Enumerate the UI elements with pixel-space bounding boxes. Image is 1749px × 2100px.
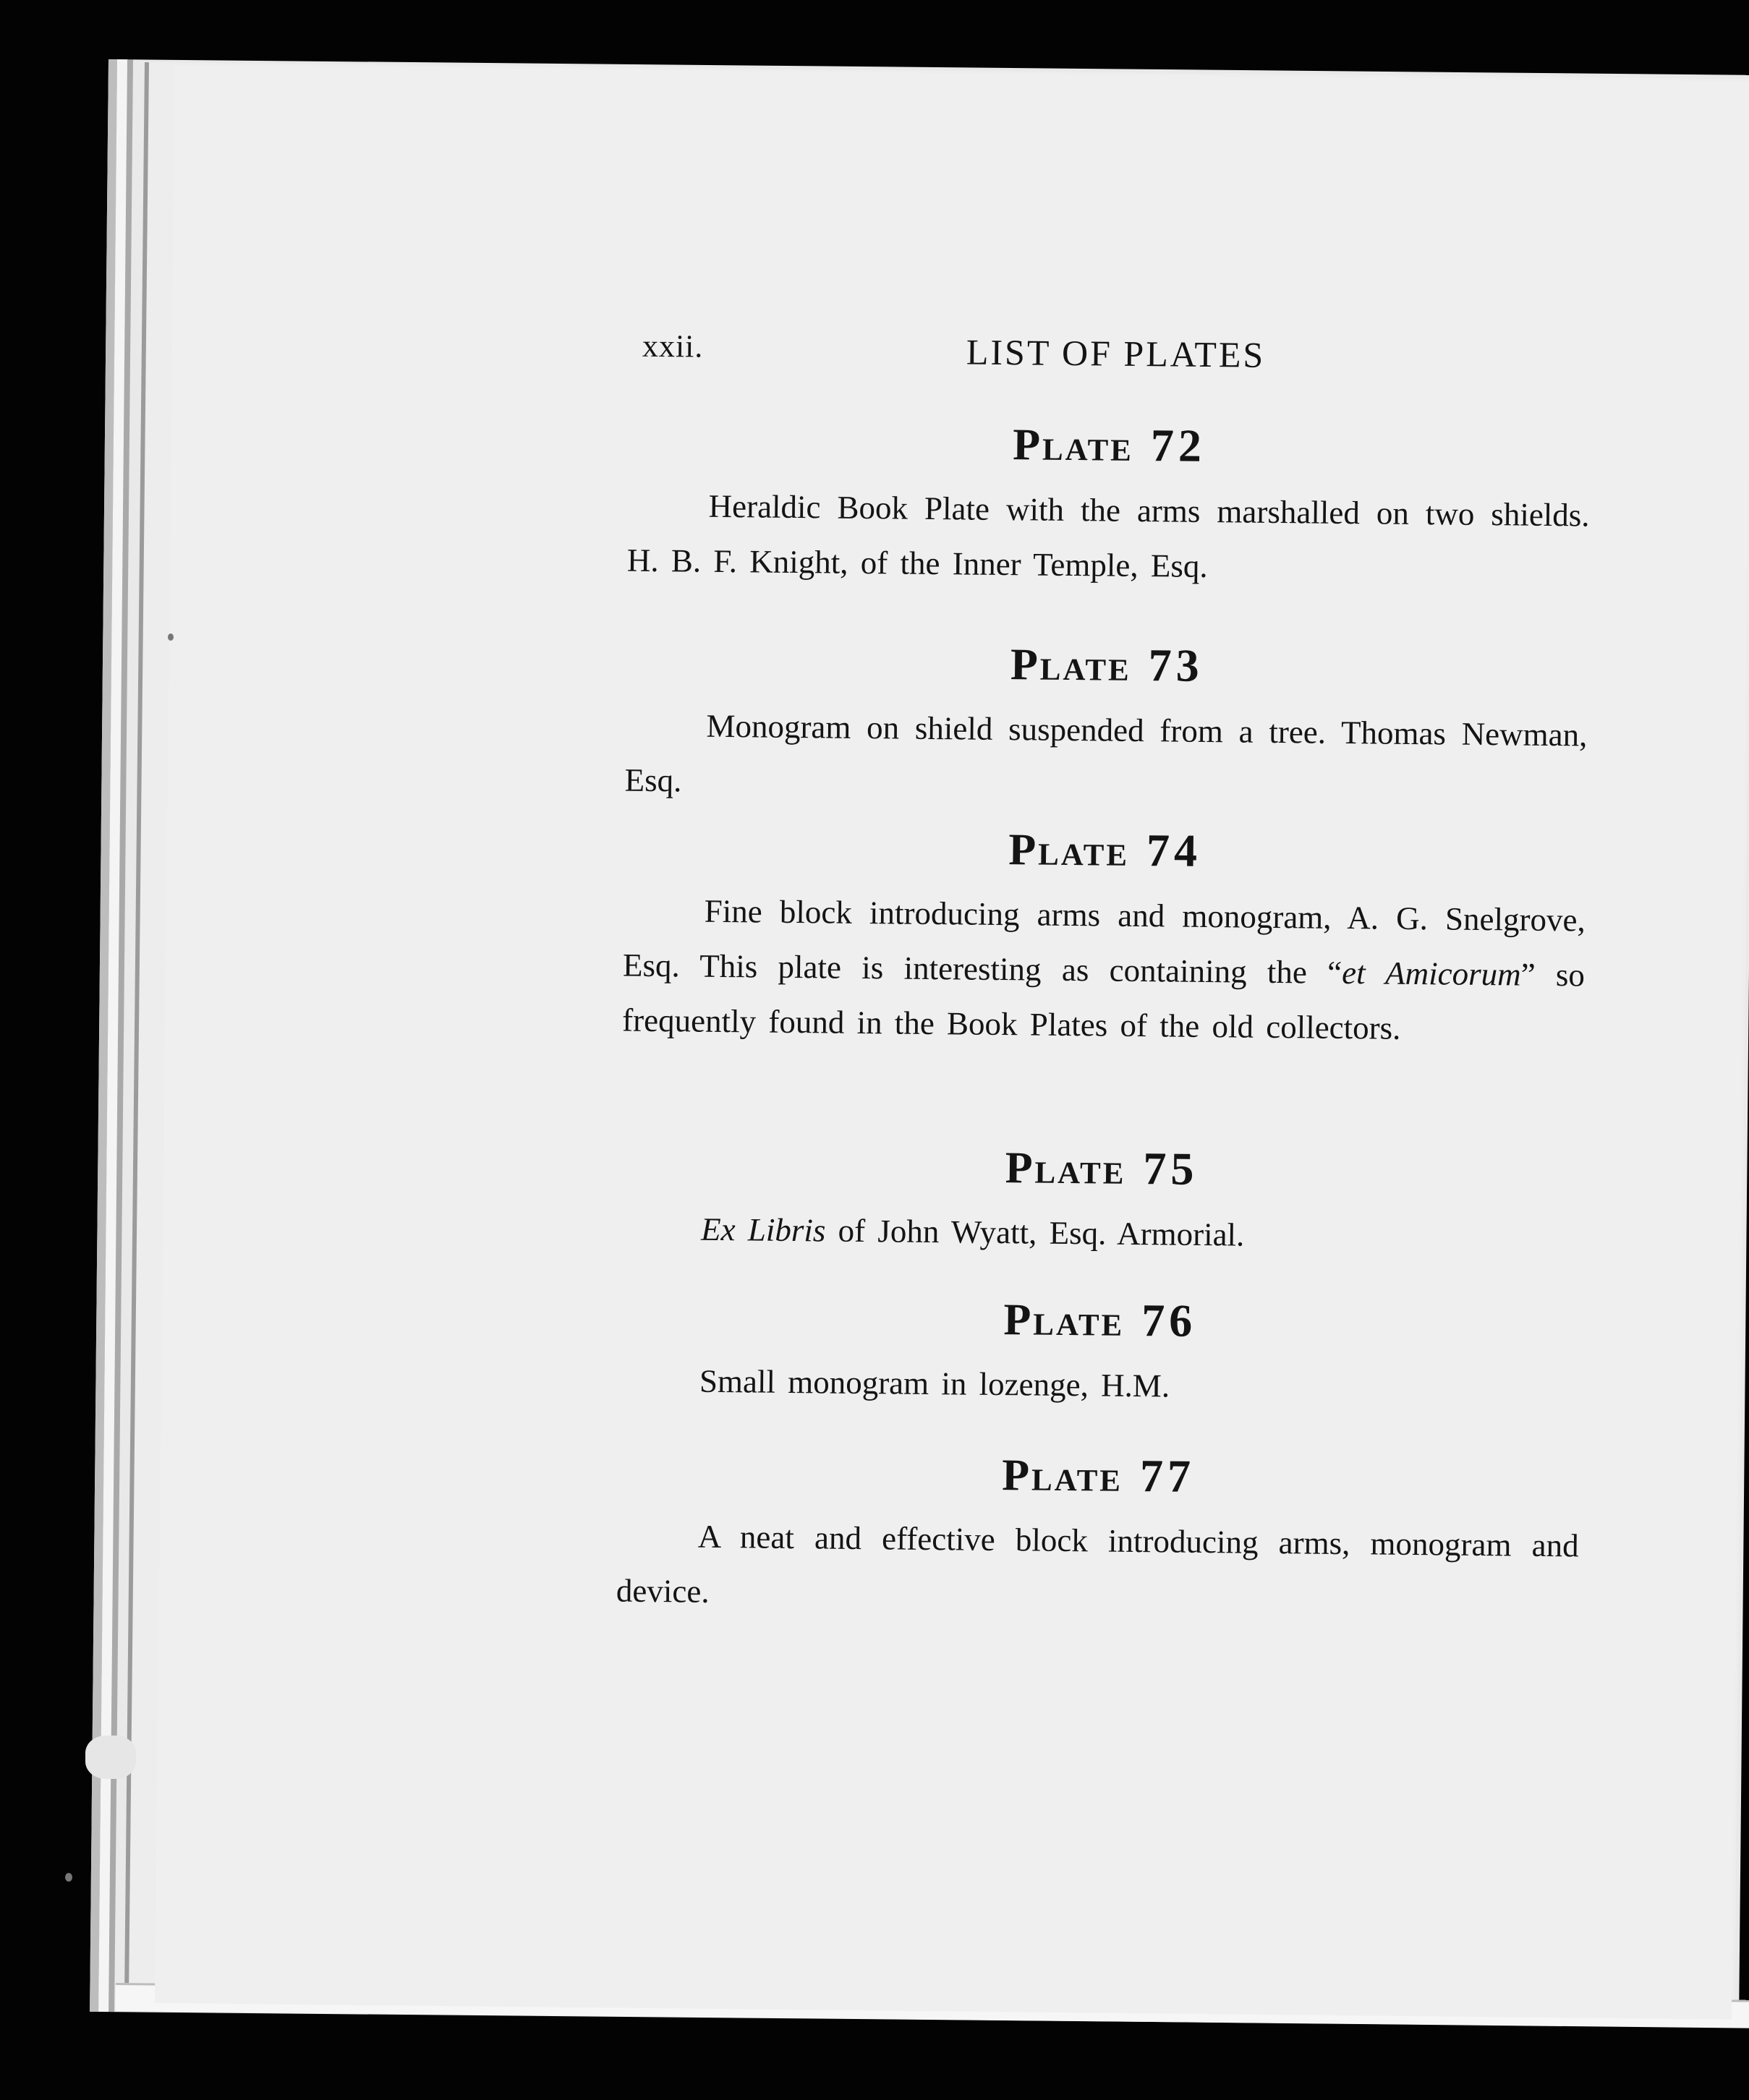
plate-entry-73 bbox=[624, 637, 1588, 818]
plate-label: Plate bbox=[1003, 1295, 1125, 1346]
plate-number: 77 bbox=[1139, 1450, 1196, 1502]
plate-number: 72 bbox=[1150, 419, 1207, 471]
plate-heading bbox=[626, 637, 1588, 693]
plate-label: Plate bbox=[1005, 1143, 1126, 1194]
plate-entry-72 bbox=[626, 417, 1590, 598]
plate-number: 76 bbox=[1141, 1294, 1197, 1346]
plate-label: Plate bbox=[1010, 640, 1132, 691]
plate-entry-74 bbox=[622, 822, 1586, 1058]
plate-entry-77 bbox=[616, 1448, 1580, 1629]
plate-label: Plate bbox=[1008, 825, 1130, 876]
plate-heading bbox=[624, 822, 1586, 879]
description-italic: Ex Libris bbox=[700, 1211, 826, 1249]
running-title: LIST OF PLATES bbox=[966, 331, 1266, 375]
scan-speck bbox=[168, 633, 174, 641]
plate-heading bbox=[621, 1140, 1583, 1197]
description-text: ” so frequently found in the Book Plates of the old collectors. bbox=[621, 956, 1586, 1046]
page-number: xxii. bbox=[642, 328, 704, 364]
book-page bbox=[155, 65, 1749, 2020]
plate-description: A neat and effective block introducing arms, monogram and device. bbox=[616, 1518, 1579, 1610]
plate-description bbox=[622, 883, 1586, 1058]
plate-description: Small monogram in lozenge, H.M. bbox=[699, 1362, 1170, 1404]
description-text: of John Wyatt, Esq. Armorial. bbox=[825, 1212, 1245, 1253]
page-tab-fragment bbox=[85, 1736, 136, 1779]
plate-number: 75 bbox=[1143, 1143, 1199, 1195]
scan-speck bbox=[65, 1873, 72, 1882]
plate-description bbox=[620, 1201, 1583, 1266]
plate-label: Plate bbox=[1001, 1451, 1123, 1501]
plate-entry-76 bbox=[618, 1292, 1582, 1418]
plate-description: Heraldic Book Plate with the arms marshalled on two shields. H. B. F. Knight, of the Inner Temple, Esq. bbox=[626, 487, 1590, 584]
plate-number: 73 bbox=[1148, 639, 1204, 691]
plate-heading bbox=[619, 1292, 1582, 1349]
plate-heading bbox=[628, 417, 1591, 474]
page-header bbox=[642, 328, 1554, 395]
plate-entry-75 bbox=[620, 1140, 1583, 1266]
description-italic: et Amicorum bbox=[1341, 954, 1521, 993]
plate-number: 74 bbox=[1146, 824, 1202, 876]
plate-label: Plate bbox=[1012, 420, 1134, 471]
plate-description: Monogram on shield suspended from a tree. Thomas Newman, Esq. bbox=[624, 707, 1588, 799]
plate-heading bbox=[617, 1448, 1580, 1504]
description-text: Fine block introducing arms and monogram, A. G. Snelgrove, Esq. This plate is interesting as containing the “ bbox=[622, 892, 1586, 991]
